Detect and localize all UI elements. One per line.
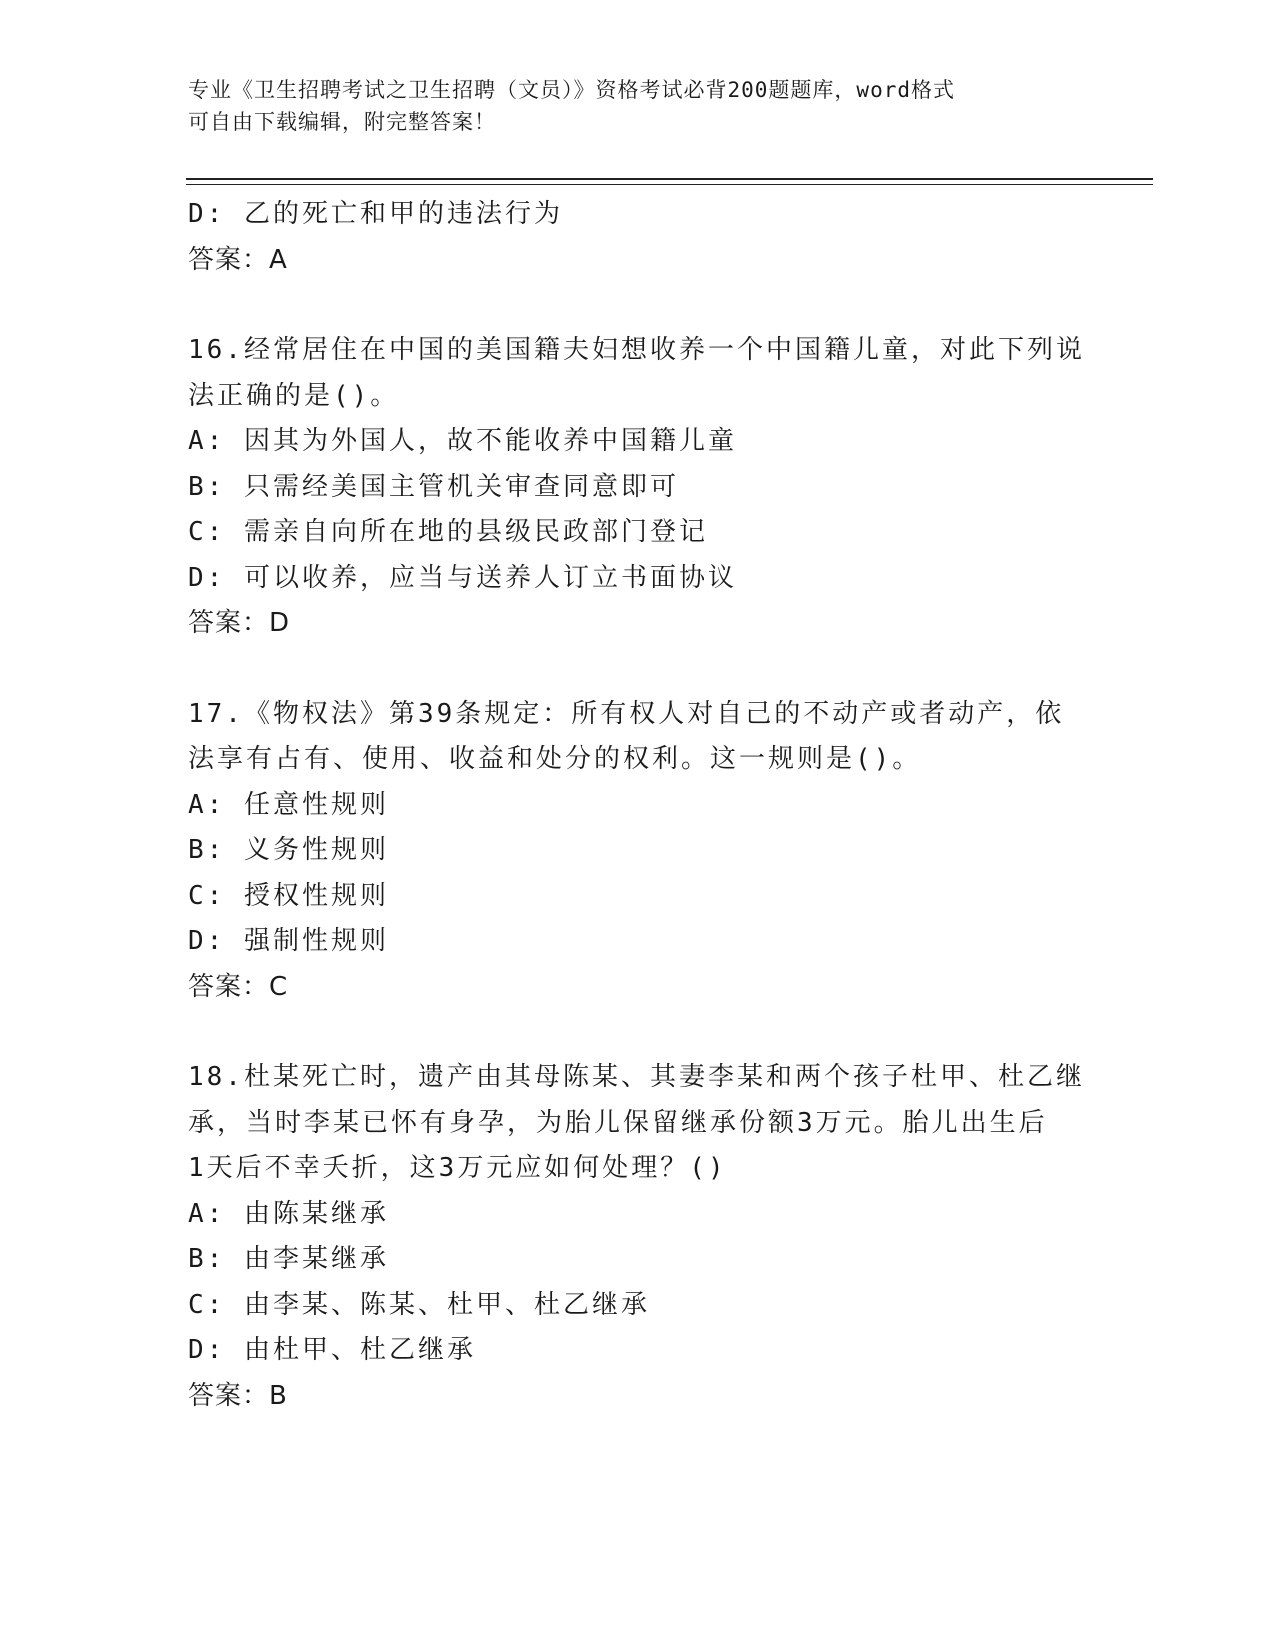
question-stem: 17.《物权法》第39条规定：所有权人对自己的不动产或者动产，依 [188,698,1065,729]
question-stem: 承，当时李某已怀有身孕，为胎儿保留继承份额3万元。胎儿出生后 [188,1107,1048,1138]
option-c: C: 授权性规则 [188,880,389,911]
prev-option-d: D: 乙的死亡和甲的违法行为 [188,199,563,229]
question-stem: 16.经常居住在中国的美国籍夫妇想收养一个中国籍儿童，对此下列说 [188,335,1085,365]
prev-answer: 答案：A [188,244,288,275]
answer: 答案：B [188,1380,288,1411]
question-18 [188,1055,1088,1419]
option-c: C: 由李某、陈某、杜甲、杜乙继承 [188,1289,650,1320]
question-stem: 法享有占有、使用、收益和处分的权利。这一规则是()。 [188,744,922,774]
option-b: B: 由李某继承 [188,1244,389,1274]
answer: 答案：D [188,608,291,638]
header-line-1: 专业《卫生招聘考试之卫生招聘（文员）》资格考试必背200题题库，word格式 [188,78,955,102]
question-stem: 法正确的是()。 [188,380,400,411]
question-content [188,192,1088,1419]
question-stem: 18.杜某死亡时，遗产由其母陈某、其妻李某和两个孩子杜甲、杜乙继 [188,1062,1085,1092]
header-rule-thick [186,178,1153,180]
option-c: C: 需亲自向所在地的县级民政部门登记 [188,517,708,547]
option-a: A: 任意性规则 [188,789,389,820]
option-a: A: 由陈某继承 [188,1198,389,1229]
answer: 答案：C [188,971,289,1002]
option-b: B: 义务性规则 [188,835,389,865]
option-d: D: 强制性规则 [188,926,389,956]
option-a: A: 因其为外国人，故不能收养中国籍儿童 [188,426,737,456]
header-rule-thin [186,184,1153,185]
question-stem: 1天后不幸夭折，这3万元应如何处理？() [188,1153,727,1183]
question-16 [188,328,1088,647]
question-17 [188,692,1088,1011]
option-d: D: 由杜甲、杜乙继承 [188,1335,476,1365]
option-d: D: 可以收养，应当与送养人订立书面协议 [188,562,737,593]
document-header [188,74,1088,138]
option-b: B: 只需经美国主管机关审查同意即可 [188,471,679,502]
header-line-2: 可自由下载编辑，附完整答案！ [188,110,496,134]
